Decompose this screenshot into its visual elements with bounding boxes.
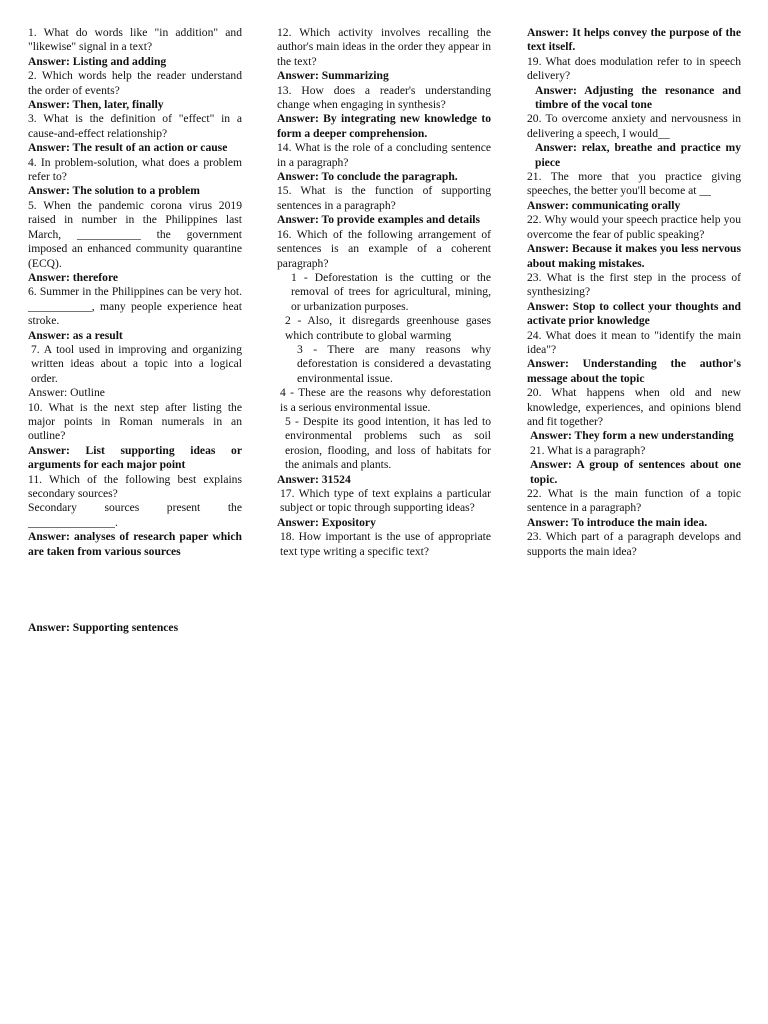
sentence-option-5: 5 - Despite its good intention, it has led to environmental problems such as soil erosion, flooding, and loss of habitats for the animals and plants.: [285, 414, 491, 472]
question-7: 7. A tool used in improving and organizing written ideas about a topic into a logical order.: [31, 342, 242, 385]
answer-5: Answer: therefore: [28, 270, 119, 284]
question-20b: 20. What happens when old and new knowledge, experiences, and opinions blend and fit together?: [527, 386, 741, 428]
question-22: 22. Why would your speech practice help you overcome the fear of public speaking?: [527, 213, 741, 241]
question-17: 17. Which type of text explains a particular subject or topic through supporting ideas?: [280, 487, 491, 515]
sentence-option-3: 3 - There are many reasons why deforestation is considered a devastating environmental issue.: [297, 342, 491, 385]
column-1: [28, 26, 242, 559]
answer-23: Answer: Stop to collect your thoughts and activate prior knowledge: [527, 299, 741, 328]
question-10: 10. What is the next step after listing the major points in Roman numerals in an outline?: [28, 400, 242, 443]
question-24: 24. What does it mean to "identify the main idea"?: [527, 328, 741, 356]
answer-22: Answer: Because it makes you less nervous about making mistakes.: [527, 242, 741, 270]
answer-23b: Answer: Supporting sentences: [28, 621, 179, 634]
question-22b: 22. What is the main function of a topic sentence in a paragraph?: [527, 487, 741, 515]
question-23: 23. What is the first step in the process of synthesizing?: [527, 270, 741, 299]
question-14: 14. What is the role of a concluding sentence in a paragraph?: [277, 141, 491, 169]
question-15: 15. What is the function of supporting sentences in a paragraph?: [277, 184, 491, 212]
question-6: 6. Summer in the Philippines can be very hot. ___________, many people experience heat stroke.: [28, 285, 242, 328]
question-16: 16. Which of the following arrangement of sentences is an example of a coherent paragraph?: [277, 227, 491, 270]
question-12: 12. Which activity involves recalling the author's main ideas in the order they appear in the text?: [277, 26, 491, 68]
question-11-blank: Secondary sources present the _______________.: [28, 501, 242, 529]
answer-11: Answer: analyses of research paper which are taken from various sources: [28, 530, 242, 558]
sentence-option-2: 2 - Also, it disregards greenhouse gases which contribute to global warming: [285, 314, 491, 342]
answer-20: Answer: relax, breathe and practice my piece: [535, 141, 741, 169]
answer-14: Answer: To conclude the paragraph.: [277, 170, 458, 184]
answer-2: Answer: Then, later, finally: [28, 98, 164, 112]
answer-20b: Answer: They form a new understanding: [530, 429, 734, 443]
question-3: 3. What is the definition of "effect" in a cause-and-effect relationship?: [28, 112, 242, 140]
answer-17: Answer: Expository: [277, 515, 376, 529]
question-18: 18. How important is the use of appropriate text type writing a specific text?: [280, 530, 491, 558]
answer-16: Answer: 31524: [277, 472, 351, 486]
answer-4: Answer: The solution to a problem: [28, 184, 200, 198]
question-5: 5. When the pandemic corona virus 2019 raised in number in the Philippines last March, ___________ the government imposed an enhanced community quarantine (ECQ).: [28, 198, 242, 270]
answer-3: Answer: The result of an action or cause: [28, 141, 228, 155]
answer-6: Answer: as a result: [28, 328, 123, 342]
answer-13: Answer: By integrating new knowledge to form a deeper comprehension.: [277, 112, 491, 140]
question-21: 21. The more that you practice giving speeches, the better you'll become at __: [527, 170, 741, 198]
answer-24: Answer: Understanding the author's message about the topic: [527, 357, 741, 385]
column-3: [527, 26, 741, 559]
question-1: 1. What do words like "in addition" and "likewise" signal in a text?: [28, 26, 242, 54]
question-11: 11. Which of the following best explains secondary sources?: [28, 472, 242, 500]
answer-10: Answer: List supporting ideas or arguments for each major point: [28, 443, 242, 472]
answer-12: Answer: Summarizing: [277, 69, 389, 83]
question-23b: 23. Which part of a paragraph develops and supports the main idea?: [527, 530, 741, 558]
answer-15: Answer: To provide examples and details: [277, 213, 481, 227]
question-20: 20. To overcome anxiety and nervousness in delivering a speech, I would__: [527, 112, 741, 140]
answer-7: Answer: Outline: [28, 386, 105, 400]
question-21b: 21. What is a paragraph?: [530, 443, 646, 457]
sentence-option-1: 1 - Deforestation is the cutting or the removal of trees for agricultural, mining, or urbanization purposes.: [291, 270, 491, 313]
question-19: 19. What does modulation refer to in speech delivery?: [527, 54, 741, 83]
column-2: [277, 26, 491, 559]
question-2: 2. Which words help the reader understand the order of events?: [28, 69, 242, 97]
sentence-option-4: 4 - These are the reasons why deforestation is a serious environmental issue.: [280, 386, 491, 414]
answer-21: Answer: communicating orally: [527, 198, 681, 212]
answer-18: Answer: It helps convey the purpose of the text itself.: [527, 26, 741, 54]
question-4: 4. In problem-solution, what does a problem refer to?: [28, 155, 242, 184]
answer-22b: Answer: To introduce the main idea.: [527, 515, 708, 529]
answer-21b: Answer: A group of sentences about one topic.: [530, 458, 741, 486]
question-13: 13. How does a reader's understanding change when engaging in synthesis?: [277, 83, 491, 112]
answer-19: Answer: Adjusting the resonance and timbre of the vocal tone: [535, 83, 741, 112]
answer-1: Answer: Listing and adding: [28, 54, 167, 68]
